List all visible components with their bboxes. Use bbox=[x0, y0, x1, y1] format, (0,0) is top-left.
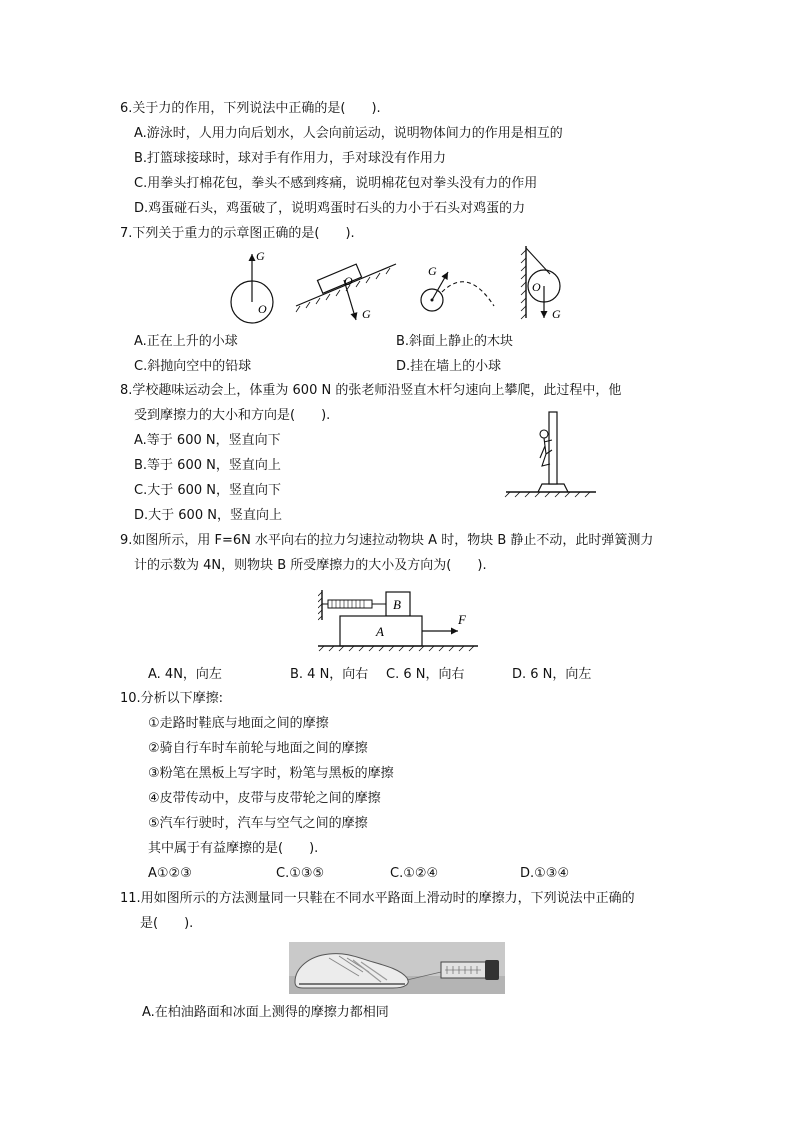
q6-stem: 6.关于力的作用，下列说法中正确的是( ). bbox=[120, 101, 381, 116]
q8-option-b: B.等于 600 N，竖直向上 bbox=[134, 458, 281, 473]
q10-option-b: C.①③⑤ bbox=[276, 866, 325, 881]
q7-fig-b-block-on-incline bbox=[296, 264, 396, 321]
q7-option-a: A.正在上升的小球 bbox=[134, 334, 238, 349]
q7-fig-d-g-label: G bbox=[552, 307, 561, 321]
q9-option-d: D. 6 N，向左 bbox=[512, 667, 592, 682]
q9-option-c: C. 6 N，向右 bbox=[386, 667, 465, 682]
q9-option-b: B. 4 N，向右 bbox=[290, 667, 369, 682]
q9-fig-a-label: A bbox=[376, 624, 384, 639]
q10-option-c: C.①②④ bbox=[390, 866, 439, 881]
q8-stem-line1: 8.学校趣味运动会上，体重为 600 N 的张老师沿竖直木杆匀速向上攀爬，此过程中，他 bbox=[120, 383, 622, 398]
q11-shoe-spring-scale-photo bbox=[289, 942, 505, 994]
q9-fig-f-label: F bbox=[458, 612, 466, 627]
q10-item: ③粉笔在黑板上写字时，粉笔与黑板的摩擦 bbox=[148, 766, 394, 781]
q9-block-spring-figure bbox=[318, 584, 478, 654]
q9-stem-line2: 计的示数为 4N，则物块 B 所受摩擦力的大小及方向为( ). bbox=[134, 558, 487, 573]
q10-item: ②骑自行车时车前轮与地面之间的摩擦 bbox=[148, 741, 368, 756]
q10-stem: 10.分析以下摩擦: bbox=[120, 691, 224, 706]
q9-option-a: A. 4N，向左 bbox=[148, 667, 222, 682]
q10-item: ④皮带传动中，皮带与皮带轮之间的摩擦 bbox=[148, 791, 381, 806]
q7-fig-c-projected-shot bbox=[421, 264, 494, 311]
q7-option-d: D.挂在墙上的小球 bbox=[396, 359, 502, 374]
q7-fig-d-o-label: O bbox=[532, 280, 541, 294]
q11-stem-line1: 11.用如图所示的方法测量同一只鞋在不同水平路面上滑动时的摩擦力，下列说法中正确的 bbox=[120, 891, 635, 906]
q7-fig-a-o-label: O bbox=[258, 302, 267, 316]
q8-option-a: A.等于 600 N，竖直向下 bbox=[134, 433, 281, 448]
q7-fig-a-g-label: G bbox=[256, 249, 265, 263]
q7-fig-a-rising-ball bbox=[231, 249, 273, 323]
q9-fig-b-label: B bbox=[393, 597, 401, 612]
q6-option-a: A.游泳时，人用力向后划水，人会向前运动，说明物体间力的作用是相互的 bbox=[134, 126, 563, 141]
q10-item: ①走路时鞋底与地面之间的摩擦 bbox=[148, 716, 329, 731]
q6-option-d: D.鸡蛋碰石头，鸡蛋破了，说明鸡蛋时石头的力小于石头对鸡蛋的力 bbox=[134, 201, 526, 216]
q8-option-c: C.大于 600 N，竖直向下 bbox=[134, 483, 282, 498]
q10-ask: 其中属于有益摩擦的是( ). bbox=[148, 841, 319, 856]
q9-stem-line1: 9.如图所示，用 F=6N 水平向右的拉力匀速拉动物块 A 时，物块 B 静止不动，此时弹簧测力 bbox=[120, 533, 654, 548]
q7-fig-b-o-label: O bbox=[344, 274, 353, 288]
q7-fig-c-g-label: G bbox=[428, 264, 437, 278]
q10-item: ⑤汽车行驶时，汽车与空气之间的摩擦 bbox=[148, 816, 368, 831]
q7-option-b: B.斜面上静止的木块 bbox=[396, 334, 514, 349]
q8-stem-line2: 受到摩擦力的大小和方向是( ). bbox=[134, 408, 331, 423]
q7-fig-b-g-label: G bbox=[362, 307, 371, 321]
q11-stem-line2: 是( ). bbox=[140, 916, 194, 931]
q8-option-d: D.大于 600 N，竖直向上 bbox=[134, 508, 282, 523]
q6-option-b: B.打篮球接球时，球对手有作用力，手对球没有作用力 bbox=[134, 151, 447, 166]
q6-option-c: C.用拳头打棉花包，拳头不感到疼痛，说明棉花包对拳头没有力的作用 bbox=[134, 176, 538, 191]
q7-gravity-figures bbox=[220, 242, 580, 326]
q7-option-c: C.斜抛向空中的铅球 bbox=[134, 359, 252, 374]
q10-option-d: D.①③④ bbox=[520, 866, 570, 881]
q7-fig-d-ball-on-wall bbox=[521, 246, 561, 321]
q8-climber-on-pole-figure bbox=[502, 410, 598, 498]
q10-option-a: A①②③ bbox=[148, 866, 192, 881]
q11-option-a: A.在柏油路面和冰面上测得的摩擦力都相同 bbox=[142, 1005, 389, 1020]
q7-stem: 7.下列关于重力的示章图正确的是( ). bbox=[120, 226, 355, 241]
